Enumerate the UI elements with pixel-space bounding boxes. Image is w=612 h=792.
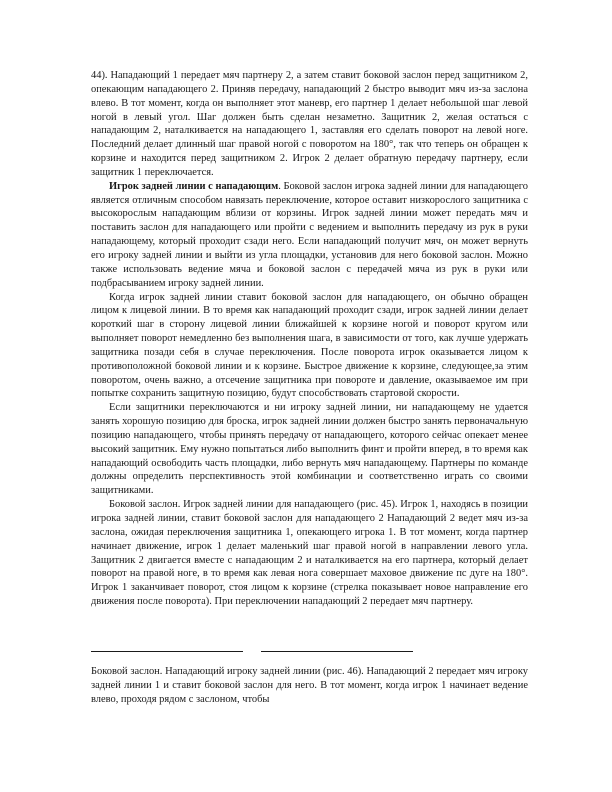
footnote-separator-left: [91, 651, 243, 652]
paragraph-text: . Боковой заслон игрока задней линии для нападающего является отличным способом навязать переключение, которое оставит низкорослого защитника с высокорослым нападающим вблизи от корзины. Игрок задней линии может передать мяч и поставить заслон для нападающего или пройти с ведением и выполнить передачу из рук в руки нападающему, который проходит сзади него. Если нападающий получит мяч, он может вернуть его игроку задней линии и выйти из угла площадки, установив для него боковой заслон. Можно также использовать ведение мяча и боковой заслон с передачей мяча из рук в руки или подбрасыванием игроку задней линии.: [91, 180, 529, 289]
paragraph-screen-technique: [91, 291, 528, 402]
paragraph-text: Боковой заслон. Игрок задней линии для нападающего (рис. 45). Игрок 1, находясь в позиции игрока задней линии, ставит боковой заслон для нападающего 2 Нападающий 2 ведет мяч из-за заслона, ожидая переключения защитника 1, опекающего игрока 1. В тот момент, когда партнер начинает движение, игрок 1 делает маленький шаг правой ногой в направлении левого угла. Защитник 2 двигается вместе с нападающим 2 и наталкивается на его партнера, который делает поворот на правой ноге, в то время как левая нога совершает маховое движение пс дуге на 180°. Игрок 1 заканчивает поворот, стоя лицом к корзине (стрелка показывает новое направление его движения после поворота). При переключении нападающий 2 передает мяч партнеру.: [91, 499, 528, 608]
paragraph-backcourt-with-forward: [91, 180, 528, 291]
paragraph-switch-defense: [91, 401, 528, 498]
continued-text-block: [91, 665, 528, 707]
section-heading: Игрок задней линии с нападающим: [109, 180, 279, 192]
paragraph-continuation: [91, 69, 528, 180]
footnote-separator-right: [261, 651, 413, 652]
paragraph-figure-45: [91, 498, 528, 609]
paragraph-text: Если защитники переключаются и ни игроку задней линии, ни нападающему не удается занять хорошую позицию для броска, игрок задней линии должен быстро занять первоначальную позицию нападающего, чтобы принять передачу от нападающего, которого сейчас опекает менее высокий защитник. Ему нужно попытаться либо выполнить финт и пройти вперед, в то время как нападающий освободить часть площадки, либо вернуть мяч нападающему. Партнеры по команде должны определить перспективность этой комбинации и соответственно играть со своими защитниками.: [91, 402, 528, 497]
paragraph-figure-46: [91, 665, 528, 707]
paragraph-text: Когда игрок задней линии ставит боковой заслон для нападающего, он обычно обращен лицом к лицевой линии. В то время как нападающий проходит сзади, игрок задней линии делает короткий шаг в сторону лицевой линии ближайшей к корзине ногой и поворот кругом или выполняет поворот немедленно без выполнения шага, в зависимости от того, как лучше удержать защитника позади себя в случае переключения. После поворота игрок оказывается лицом к противоположной боковой линии и к корзине. Быстрое движение к корзине, следующее,за этим поворотом, очень важно, а отсечение защитника при повороте и давление, оказываемое им при попытке сохранить защитную позицию, будут способствовать стартовой скорости.: [91, 291, 528, 400]
main-text-block: [91, 69, 528, 609]
paragraph-text: 44). Нападающий 1 передает мяч партнеру 2, а затем ставит боковой заслон перед защитником 2, опекающим нападающего 2. Приняв передачу, нападающий 2 быстро выводит мяч из-за заслона влево. В тот момент, когда он выполняет этот маневр, его партнер 1 делает небольшой шаг левой ногой в левый угол. Шаг должен быть сделан незаметно. Защитник 2, желая остаться с нападающим 2, наталкивается на нападающего 1, заставляя его сделать поворот на левой ноге. Последний делает длинный шаг правой ногой с поворотом на 180°, так что теперь он обращен к корзине и находится перед защитником 2. Игрок 2 делает обратную передачу партнеру, если защитник 1 переключается.: [91, 70, 528, 178]
paragraph-text: Боковой заслон. Нападающий игроку задней линии (рис. 46). Нападающий 2 передает мяч игроку задней линии 1 и ставит боковой заслон для него. В тот момент, когда игрок 1 начинает ведение влево, проходя рядом с заслоном, чтобы: [91, 666, 528, 705]
